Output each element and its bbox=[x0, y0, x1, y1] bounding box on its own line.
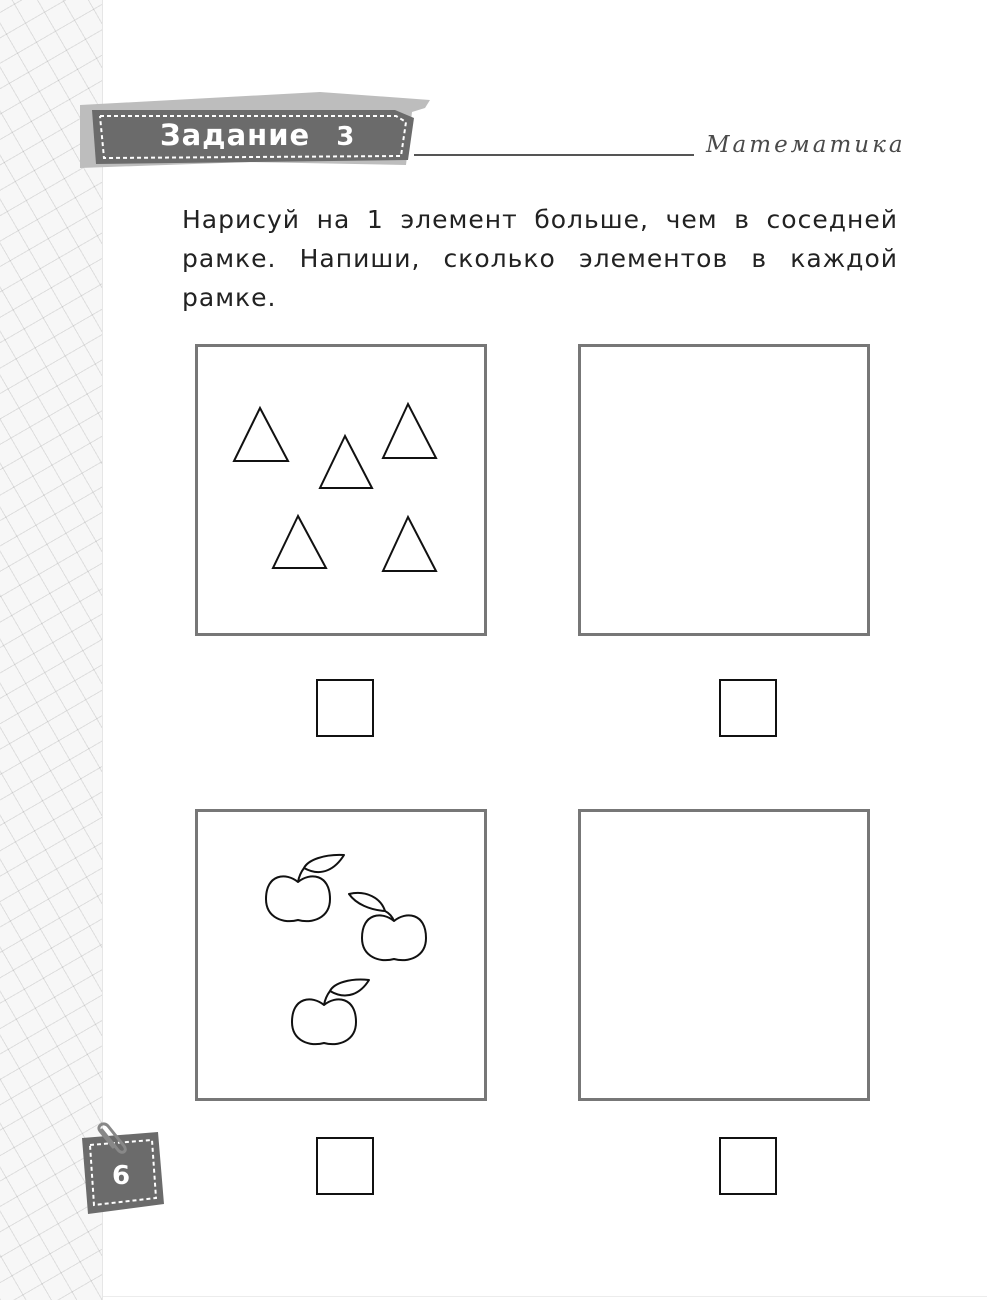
instruction-text: Нарисуй на 1 элемент больше, чем в соседней рамке. Напиши, сколько элементов в каждой рамке. bbox=[182, 205, 898, 312]
page-number: 6 bbox=[111, 1161, 131, 1191]
task-title-label: Задание bbox=[160, 118, 311, 152]
subject-label: Математика bbox=[706, 132, 906, 158]
task-number: 3 bbox=[336, 122, 356, 152]
